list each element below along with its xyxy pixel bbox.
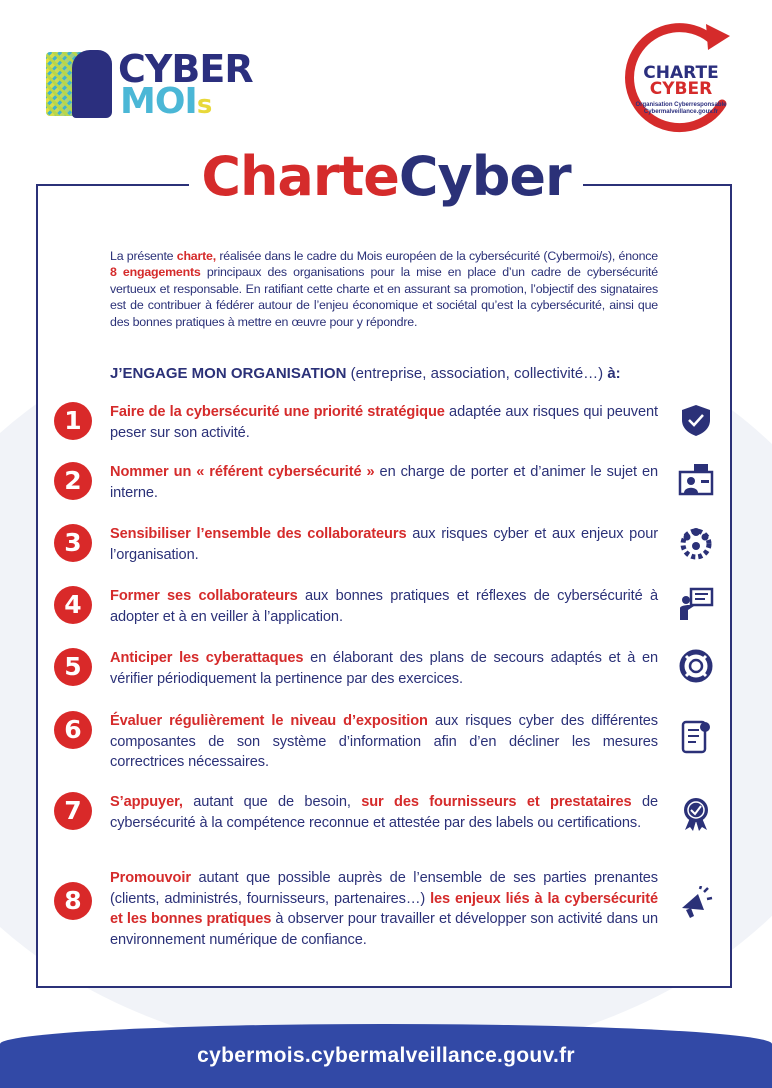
item-number-badge: 5 <box>54 648 92 686</box>
item-text: Former ses collaborateurs aux bonnes pratiques et réflexes de cybersécurité à adopter et à en veiller à l’application. <box>110 588 658 625</box>
logo-text-cyber: CYBER <box>118 47 253 91</box>
item-text: Anticiper les cyberattaques en élaborant des plans de secours adaptés et à en vérifier périodiquement la pertinence par des exercices. <box>110 650 658 687</box>
team-gear-icon <box>678 524 714 560</box>
item-number-badge: 6 <box>54 711 92 749</box>
presenter-board-icon <box>678 586 714 622</box>
page-title <box>0 142 772 212</box>
cybermois-logo <box>46 47 253 122</box>
item-text: Sensibiliser l’ensemble des collaborateurs aux risques cyber et aux enjeux pour l’organisation. <box>110 526 658 563</box>
item-number-badge: 1 <box>54 402 92 440</box>
item-number-badge: 3 <box>54 524 92 562</box>
footer-url-link[interactable]: cybermois.cybermalveillance.gouv.fr <box>197 1044 575 1067</box>
title-part-charte: Charte <box>201 145 399 208</box>
item-number-badge: 2 <box>54 462 92 500</box>
title-part-cyber: Cyber <box>398 145 571 208</box>
megaphone-icon <box>678 886 714 922</box>
item-text: Promouvoir autant que possible auprès de l’ensemble de ses parties prenantes (clients, administrés, fournisseurs, partenaires…) les enjeux liés à la cybersécurité et les bonnes pratiques à observer pour travailler et développer son activité dans un environnement numérique de confiance. <box>110 870 658 948</box>
logo-text-mois: MOIs <box>120 81 212 122</box>
certified-badge-icon <box>678 796 714 832</box>
engagement-heading: J’ENGAGE MON ORGANISATION (entreprise, association, collectivité…) à: <box>110 365 621 382</box>
shield-check-icon <box>678 402 714 438</box>
logo-caption: Organisation Cyberresponsable <box>635 102 727 108</box>
logo-face-silhouette-icon <box>72 50 112 118</box>
item-text: Faire de la cybersécurité une priorité stratégique adaptée aux risques qui peuvent peser sur son activité. <box>110 404 658 441</box>
item-text: Évaluer régulièrement le niveau d’exposition aux risques cyber des différentes composantes de son système d’information afin d’en décliner les mesures correctrices nécessaires. <box>110 713 658 770</box>
charte-cyber-logo <box>618 18 736 136</box>
footer-banner <box>0 1024 772 1088</box>
lifebuoy-icon <box>678 648 714 684</box>
item-number-badge: 7 <box>54 792 92 830</box>
item-text: Nommer un « référent cybersécurité » en charge de porter et d’animer le sujet en interne. <box>110 464 658 501</box>
item-number-badge: 8 <box>54 882 92 920</box>
logo-text-cyber-red: CYBER <box>649 79 713 99</box>
item-number-badge: 4 <box>54 586 92 624</box>
checklist-icon <box>678 719 714 755</box>
intro-paragraph: La présente charte, réalisée dans le cadre du Mois européen de la cybersécurité (Cybermoi/s), énonce 8 engagements principaux des organisations pour la mise en place d’un cadre de cybersécurité vertueux et responsable. En ratifiant cette charte et en assurant sa promotion, l’objectif des signataires est de contribuer à fédérer autour de l’enjeu économique et sociétal qu’est la cybersécurité, ainsi que des bonnes pratiques à mettre en œuvre pour y répondre. <box>110 249 658 329</box>
referent-desk-icon <box>678 462 714 498</box>
logo-website: Cybermalveillance.gouv.fr <box>643 109 719 115</box>
logo-text-charte: CHARTE <box>643 63 719 83</box>
item-text: S’appuyer, autant que de besoin, sur des fournisseurs et prestataires de cybersécurité à la compétence reconnue et attestée par des labels ou certifications. <box>110 794 658 831</box>
